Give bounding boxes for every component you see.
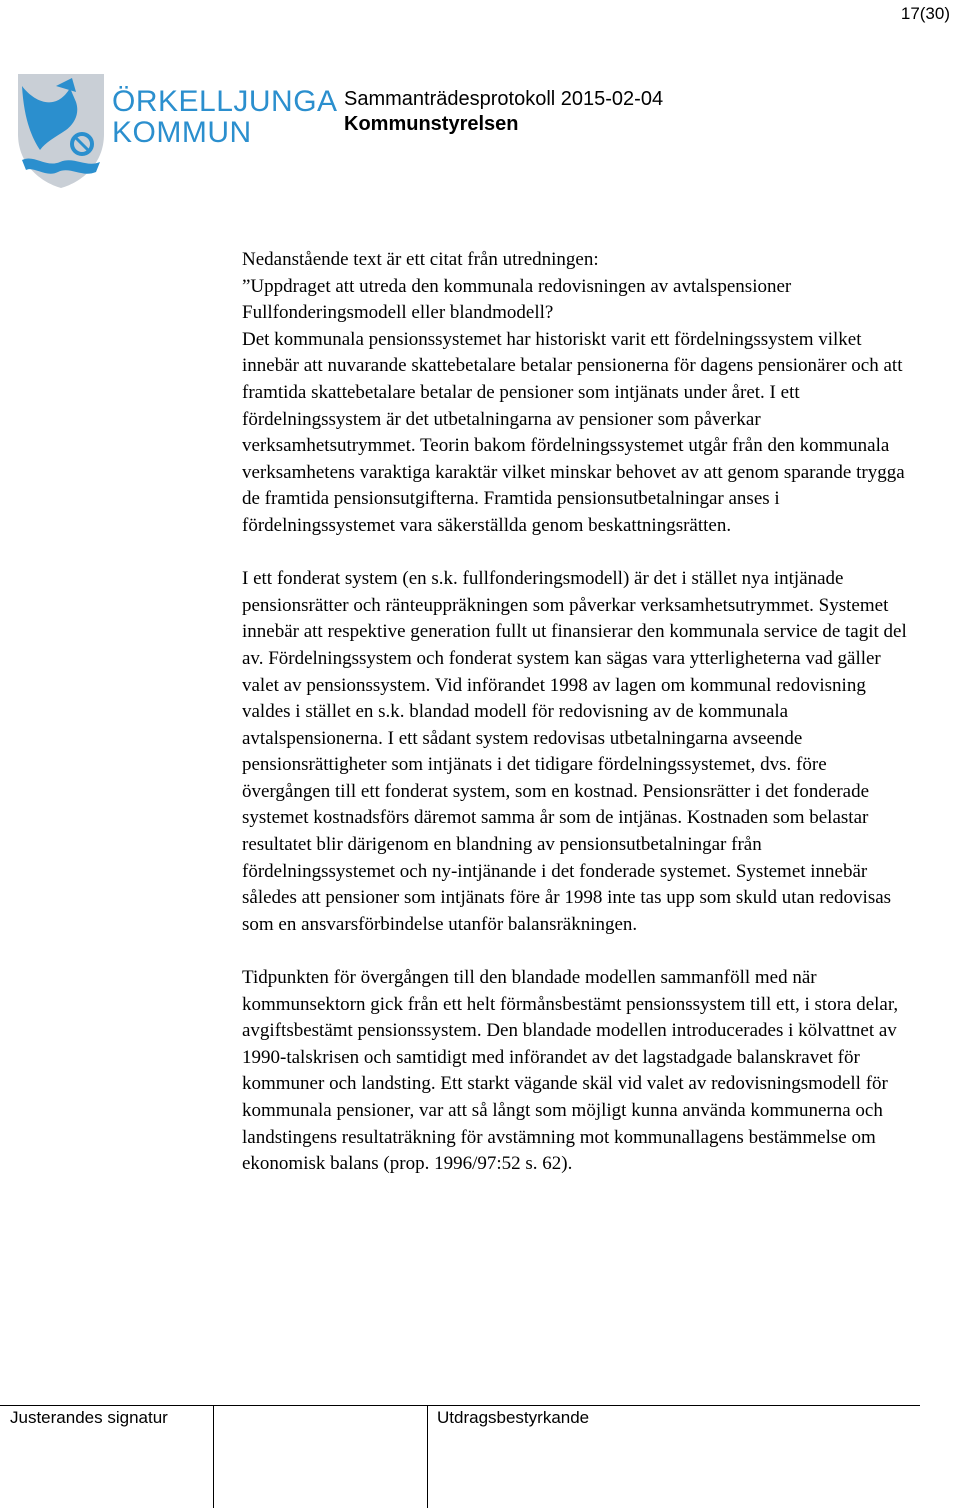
document-subtitle: Kommunstyrelsen [344,113,519,135]
intro-line-1: Nedanstående text är ett citat från utredningen: [242,249,599,270]
signature-label: Justerandes signatur [10,1408,168,1427]
org-name-line1: ÖRKELLJUNGA [112,85,338,118]
paragraph-3: Tidpunkten för övergången till den blandade modellen sammanföll med när kommunsektorn gick från ett helt förmånsbestämt pensionssystem till ett, i stora delar, avgiftsbestämt pensionssystem. Den blandade modellen introducerades i kölvattnet av 1990-talskrisen och samtidigt med införandet av det lagstadgade balanskravet för kommuner och landsting. Ett starkt vägande skäl vid valet av redovisningsmodell för kommunala pensioner, var att så långt som möjligt kunna använda kommunerna och landstingens resultaträkning för avstämning mot kommunallagens bestämmelse om ekonomisk balans (prop. 1996/97:52 s. 62). [242,967,899,1175]
intro-line-2: ”Uppdraget att utreda den kommunala redovisningen av avtalspensioner [242,275,792,297]
paragraph-2: I ett fonderat system (en s.k. fullfonderingsmodell) är det i stället nya intjänade pensionsrätter och ränteuppräkningen som påverkar verksamhetsutrymmet. Systemet innebär att respektive generation fullt ut finansierar den kommunala service de tagit del av. Fördelningssystem och fonderat system kan sägas vara ytterligheterna vad gäller valet av pensionssystem. Vid införandet 1998 av lagen om kommunal redovisning valdes i stället en s.k. blandad modell för redovisning av de kommunala avtalspensionerna. I ett sådant system redovisas utbetalningarna avseende pensionsrättigheter som intjänats i det tidigare fördelningssystemet, dvs. före övergången till ett fonderat system, som en kostnad. Pensionsrätter i det fonderade systemet kostnadsförs däremot samma år som de intjänas. Kostnaden som belastar resultatet blir därigenom en blandning av pensionsutbetalningar från fördelningssystemet och ny-intjänande i det fonderade systemet. Systemet innebär således att pensioner som intjänats före år 1998 inte tas upp som skuld utan redovisas som en ansvarsförbindelse utanför balansräkningen. [242,568,907,935]
organization-name [112,86,338,148]
intro-line-3: Fullfonderingsmodell eller blandmodell? [242,302,554,324]
paragraph-1: Det kommunala pensionssystemet har historiskt varit ett fördelningssystem vilket innebär att nuvarande skattebetalare betalar pensionerna för dagens pensionärer och att framtida skattebetalare betalar de pensioner som intjänats under året. I ett fördelningssystem är det utbetalningarna av pensioner som påverkar verksamhetsutrymmet. Teorin bakom fördelningssystemet utgår från den kommunala verksamhetens varaktiga karaktär vilket minskar behovet av att genom sparande trygga de framtida pensionsutgifterna. Framtida pensionsutbetalningar anses i fördelningssystemet vara säkerställda genom beskattningsrätten. [242,328,905,536]
document-body [242,247,912,1178]
page-number: 17(30) [900,4,950,23]
certification-label: Utdragsbestyrkande [437,1408,590,1427]
footer-divider [0,1405,920,1406]
document-title: Sammanträdesprotokoll 2015-02-04 [344,88,664,110]
footer-column-divider-1 [213,1405,214,1508]
municipality-coat-of-arms-icon [16,72,106,190]
org-name-line2: KOMMUN [112,116,252,149]
footer-column-divider-2 [427,1405,428,1508]
